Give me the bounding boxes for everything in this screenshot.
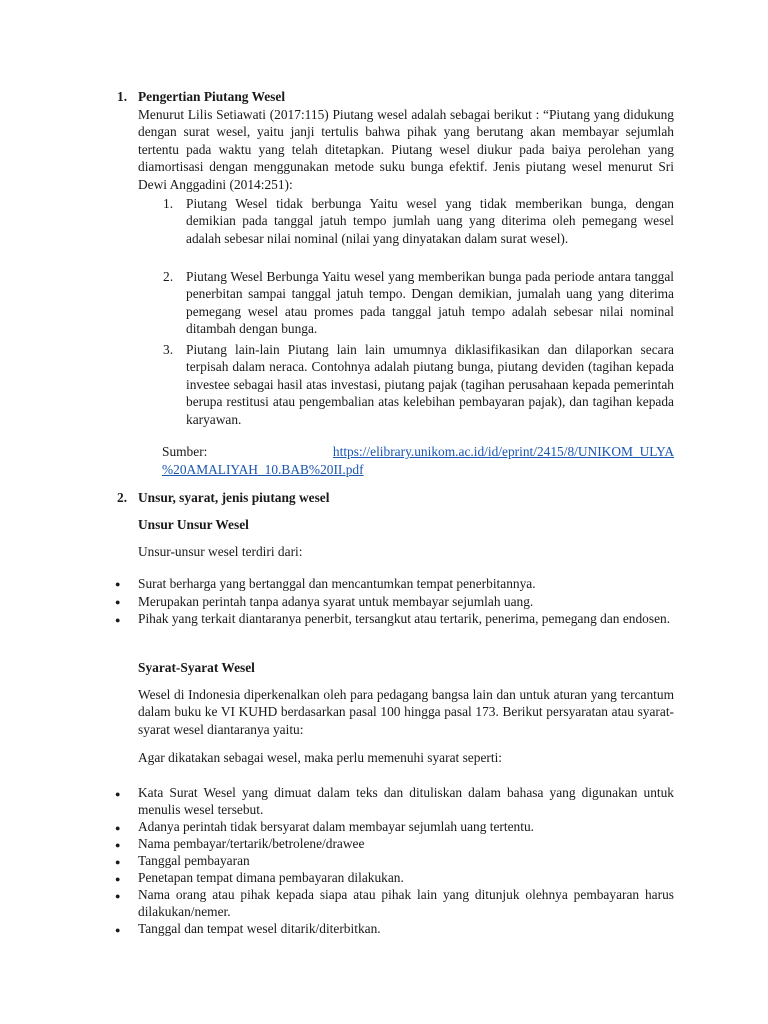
list-item-number: 2. [163, 269, 174, 284]
list-item: Penetapan tempat dimana pembayaran dilakukan. [138, 870, 404, 885]
bullet-icon: ● [115, 789, 121, 799]
list-item: Merupakan perintah tanpa adanya syarat untuk membayar sejumlah uang. [138, 594, 534, 609]
source-label: Sumber: [162, 444, 208, 459]
bullet-icon: ● [115, 597, 121, 607]
bullet-icon: ● [115, 840, 121, 850]
list-item: Kata Surat Wesel yang dimuat dalam teks dan dituliskan dalam bahasa yang digunakan untuk menulis wesel tersebut. [138, 785, 674, 818]
bullet-icon: ● [115, 925, 121, 935]
bullet-icon: ● [115, 823, 121, 833]
list-item: Nama orang atau pihak kepada siapa atau pihak lain yang ditunjuk olehnya pembayaran harus dilakukan/nemer. [138, 887, 674, 920]
list-item: Surat berharga yang bertanggal dan mencantumkan tempat penerbitannya. [138, 576, 536, 591]
list-item-text: Piutang lain-lain Piutang lain lain umumnya diklasifikasikan dan dilaporkan secara terpisah dalam neraca. Contohnya adalah piutang bunga, piutang deviden (tagihan kepada investee sebagai hasil atas investasi, piutang pajak (tagihan perusahaan kepada pemerintah berupa restitusi atau pengembalian atas kelebihan pembayaran pajak), dan tagihan kepada karyawan. [186, 342, 674, 427]
list-item: Tanggal dan tempat wesel ditarik/diterbitkan. [138, 921, 381, 936]
source-link-continuation[interactable]: %20AMALIYAH_10.BAB%20II.pdf [162, 462, 364, 477]
syarat-heading: Syarat-Syarat Wesel [138, 660, 255, 675]
bullet-icon: ● [115, 615, 121, 625]
section-1-intro: Menurut Lilis Setiawati (2017:115) Piutang wesel adalah sebagai berikut : “Piutang yang didukung dengan surat wesel, yaitu janji tertulis bahwa pihak yang berutang akan membayar sejumlah tertentu pada waktu yang telah ditetapkan. Piutang wesel diukur pada baiya perolehan yang diamortisasi dengan menggunakan metode suku bunga efektif. Jenis piutang wesel menurut Sri Dewi Anggadini (2014:251): [138, 107, 674, 192]
list-item-number: 3. [163, 342, 174, 357]
bullet-icon: ● [115, 891, 121, 901]
list-item: Adanya perintah tidak bersyarat dalam membayar sejumlah uang tertentu. [138, 819, 534, 834]
source-link[interactable]: https://elibrary.unikom.ac.id/id/eprint/2415/8/UNIKOM_ULYA [332, 444, 674, 459]
list-item-number: 1. [163, 196, 174, 211]
list-item-text: Piutang Wesel Berbunga Yaitu wesel yang memberikan bunga pada periode antara tanggal penerbitan sampai tanggal jatuh tempo. Dengan demikian, jumalah uang yang diterima pemegang wesel atau promes pada tanggal jatuh tempo adalah sebesar nilai nominal ditambah dengan bunga. [186, 269, 674, 337]
list-item: Pihak yang terkait diantaranya penerbit, tersangkut atau tertarik, penerima, pemegang dan endosen. [138, 611, 671, 626]
bullet-icon: ● [115, 874, 121, 884]
section-1-number: 1. [117, 89, 128, 104]
syarat-paragraph: Wesel di Indonesia diperkenalkan oleh para pedagang bangsa lain dan untuk aturan yang tercantum dalam buku ke VI KUHD berdasarkan pasal 100 hingga pasal 173. Berikut persyaratan atau syarat-syarat wesel diantaranya yaitu: [138, 687, 674, 737]
unsur-intro: Unsur-unsur wesel terdiri dari: [138, 544, 303, 559]
bullet-icon: ● [115, 579, 121, 589]
section-1-title: Pengertian Piutang Wesel [138, 89, 286, 104]
unsur-heading: Unsur Unsur Wesel [138, 517, 249, 532]
list-item: Nama pembayar/tertarik/betrolene/drawee [138, 836, 365, 851]
list-item: Tanggal pembayaran [138, 853, 250, 868]
list-item-text: Piutang Wesel tidak berbunga Yaitu wesel yang tidak memberikan bunga, dengan demikian pada tanggal jatuh tempo jumlah uang yang diterima oleh pemegang wesel adalah sebesar nilai nominal (nilai yang dinyatakan dalam surat wesel). [186, 196, 674, 246]
section-2-number: 2. [117, 490, 128, 505]
section-2-title: Unsur, syarat, jenis piutang wesel [138, 490, 330, 505]
syarat-paragraph: Agar dikatakan sebagai wesel, maka perlu memenuhi syarat seperti: [138, 750, 503, 765]
bullet-icon: ● [115, 857, 121, 867]
